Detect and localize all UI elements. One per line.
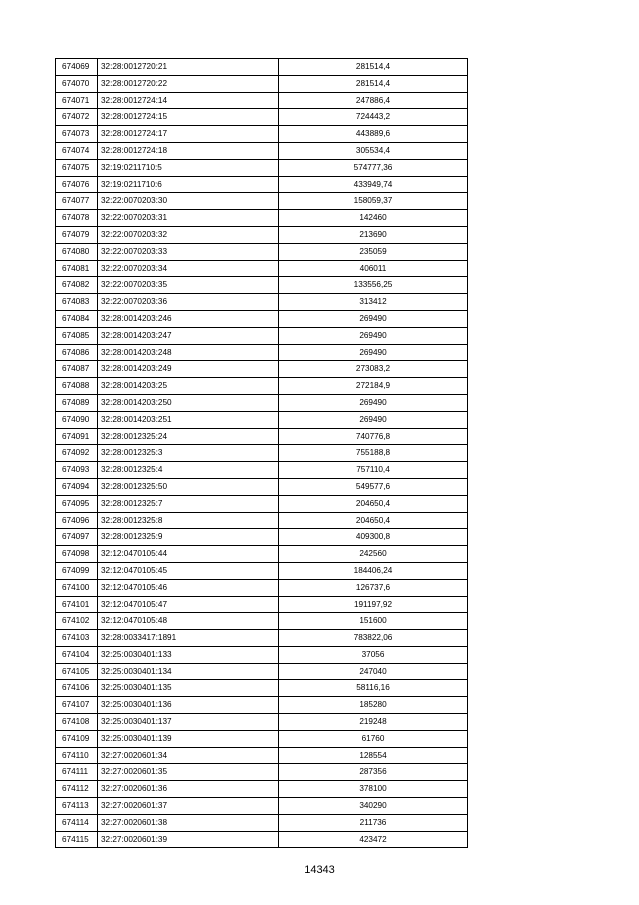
value-cell: 204650,4	[279, 512, 468, 529]
value-cell: 406011	[279, 260, 468, 277]
cadastral-number-cell: 32:12:0470105:47	[98, 596, 279, 613]
table-row	[56, 646, 468, 663]
table-row	[56, 546, 468, 563]
value-cell: 126737,6	[279, 579, 468, 596]
cadastral-number-cell: 32:28:0014203:251	[98, 411, 279, 428]
value-cell: 549577,6	[279, 478, 468, 495]
table-row	[56, 344, 468, 361]
cadastral-number-cell: 32:28:0012325:7	[98, 495, 279, 512]
table-row	[56, 394, 468, 411]
row-id-cell: 674098	[56, 546, 98, 563]
value-cell: 783822,06	[279, 630, 468, 647]
table-row	[56, 831, 468, 848]
table-row	[56, 798, 468, 815]
table-row	[56, 445, 468, 462]
cadastral-number-cell: 32:28:0012325:4	[98, 462, 279, 479]
table-row	[56, 579, 468, 596]
value-cell: 191197,92	[279, 596, 468, 613]
table-row	[56, 596, 468, 613]
row-id-cell: 674114	[56, 814, 98, 831]
value-cell: 305534,4	[279, 142, 468, 159]
row-id-cell: 674089	[56, 394, 98, 411]
value-cell: 755188,8	[279, 445, 468, 462]
cadastral-number-cell: 32:28:0012325:50	[98, 478, 279, 495]
table-row	[56, 529, 468, 546]
cadastral-number-cell: 32:22:0070203:36	[98, 294, 279, 311]
cadastral-number-cell: 32:27:0020601:37	[98, 798, 279, 815]
cadastral-number-cell: 32:22:0070203:32	[98, 226, 279, 243]
table-row	[56, 781, 468, 798]
value-cell: 272184,9	[279, 378, 468, 395]
value-cell: 313412	[279, 294, 468, 311]
table-row	[56, 260, 468, 277]
row-id-cell: 674074	[56, 142, 98, 159]
cadastral-number-cell: 32:27:0020601:36	[98, 781, 279, 798]
cadastral-number-cell: 32:28:0014203:247	[98, 327, 279, 344]
cadastral-number-cell: 32:28:0012720:22	[98, 75, 279, 92]
table-row	[56, 193, 468, 210]
value-cell: 724443,2	[279, 109, 468, 126]
table-row	[56, 714, 468, 731]
row-id-cell: 674112	[56, 781, 98, 798]
table-row	[56, 663, 468, 680]
row-id-cell: 674081	[56, 260, 98, 277]
value-cell: 378100	[279, 781, 468, 798]
table-row	[56, 361, 468, 378]
cadastral-number-cell: 32:28:0012325:3	[98, 445, 279, 462]
table-row	[56, 92, 468, 109]
table-row	[56, 411, 468, 428]
cadastral-number-cell: 32:22:0070203:30	[98, 193, 279, 210]
cadastral-number-cell: 32:28:0012724:18	[98, 142, 279, 159]
cadastral-number-cell: 32:25:0030401:137	[98, 714, 279, 731]
value-cell: 281514,4	[279, 59, 468, 76]
value-cell: 409300,8	[279, 529, 468, 546]
value-cell: 133556,25	[279, 277, 468, 294]
table-row	[56, 378, 468, 395]
table-row	[56, 478, 468, 495]
cadastral-number-cell: 32:12:0470105:48	[98, 613, 279, 630]
row-id-cell: 674094	[56, 478, 98, 495]
table-row	[56, 142, 468, 159]
row-id-cell: 674077	[56, 193, 98, 210]
value-cell: 273083,2	[279, 361, 468, 378]
table-row	[56, 730, 468, 747]
table-row	[56, 277, 468, 294]
page-number: 14343	[304, 864, 335, 876]
value-cell: 204650,4	[279, 495, 468, 512]
cadastral-number-cell: 32:28:0014203:248	[98, 344, 279, 361]
row-id-cell: 674085	[56, 327, 98, 344]
cadastral-number-cell: 32:28:0012325:24	[98, 428, 279, 445]
cadastral-number-cell: 32:27:0020601:38	[98, 814, 279, 831]
cadastral-number-cell: 32:25:0030401:139	[98, 730, 279, 747]
cadastral-number-cell: 32:25:0030401:135	[98, 680, 279, 697]
row-id-cell: 674097	[56, 529, 98, 546]
cadastral-number-cell: 32:27:0020601:39	[98, 831, 279, 848]
value-cell: 58116,16	[279, 680, 468, 697]
value-cell: 211736	[279, 814, 468, 831]
table-row	[56, 680, 468, 697]
row-id-cell: 674109	[56, 730, 98, 747]
value-cell: 269490	[279, 344, 468, 361]
row-id-cell: 674086	[56, 344, 98, 361]
value-cell: 247886,4	[279, 92, 468, 109]
table-row	[56, 294, 468, 311]
row-id-cell: 674079	[56, 226, 98, 243]
row-id-cell: 674110	[56, 747, 98, 764]
row-id-cell: 674088	[56, 378, 98, 395]
table-row	[56, 126, 468, 143]
cadastral-number-cell: 32:28:0012724:17	[98, 126, 279, 143]
cadastral-number-cell: 32:22:0070203:35	[98, 277, 279, 294]
value-cell: 433949,74	[279, 176, 468, 193]
row-id-cell: 674075	[56, 159, 98, 176]
row-id-cell: 674076	[56, 176, 98, 193]
cadastral-value-table	[55, 58, 468, 848]
row-id-cell: 674072	[56, 109, 98, 126]
row-id-cell: 674087	[56, 361, 98, 378]
value-cell: 219248	[279, 714, 468, 731]
row-id-cell: 674101	[56, 596, 98, 613]
value-cell: 235059	[279, 243, 468, 260]
value-cell: 757110,4	[279, 462, 468, 479]
cadastral-number-cell: 32:27:0020601:34	[98, 747, 279, 764]
cadastral-number-cell: 32:12:0470105:44	[98, 546, 279, 563]
value-cell: 269490	[279, 411, 468, 428]
cadastral-number-cell: 32:28:0012724:15	[98, 109, 279, 126]
cadastral-number-cell: 32:19:0211710:5	[98, 159, 279, 176]
cadastral-number-cell: 32:25:0030401:136	[98, 697, 279, 714]
table-row	[56, 814, 468, 831]
table-row	[56, 462, 468, 479]
row-id-cell: 674071	[56, 92, 98, 109]
table-row	[56, 226, 468, 243]
table-body	[56, 59, 468, 848]
value-cell: 423472	[279, 831, 468, 848]
value-cell: 269490	[279, 327, 468, 344]
cadastral-number-cell: 32:28:0014203:246	[98, 310, 279, 327]
value-cell: 281514,4	[279, 75, 468, 92]
table-row	[56, 630, 468, 647]
row-id-cell: 674070	[56, 75, 98, 92]
cadastral-number-cell: 32:28:0012325:9	[98, 529, 279, 546]
value-cell: 574777,36	[279, 159, 468, 176]
cadastral-number-cell: 32:28:0014203:249	[98, 361, 279, 378]
row-id-cell: 674104	[56, 646, 98, 663]
cadastral-number-cell: 32:25:0030401:134	[98, 663, 279, 680]
row-id-cell: 674107	[56, 697, 98, 714]
row-id-cell: 674090	[56, 411, 98, 428]
cadastral-number-cell: 32:28:0014203:250	[98, 394, 279, 411]
cadastral-number-cell: 32:12:0470105:46	[98, 579, 279, 596]
row-id-cell: 674096	[56, 512, 98, 529]
cadastral-number-cell: 32:22:0070203:33	[98, 243, 279, 260]
row-id-cell: 674099	[56, 562, 98, 579]
row-id-cell: 674093	[56, 462, 98, 479]
row-id-cell: 674080	[56, 243, 98, 260]
cadastral-number-cell: 32:22:0070203:34	[98, 260, 279, 277]
value-cell: 142460	[279, 210, 468, 227]
row-id-cell: 674078	[56, 210, 98, 227]
table-row	[56, 495, 468, 512]
table-row	[56, 176, 468, 193]
table-row	[56, 75, 468, 92]
row-id-cell: 674083	[56, 294, 98, 311]
value-cell: 340290	[279, 798, 468, 815]
cadastral-number-cell: 32:27:0020601:35	[98, 764, 279, 781]
table-row	[56, 310, 468, 327]
value-cell: 185280	[279, 697, 468, 714]
cadastral-number-cell: 32:28:0012724:14	[98, 92, 279, 109]
value-cell: 37056	[279, 646, 468, 663]
row-id-cell: 674100	[56, 579, 98, 596]
table-row	[56, 59, 468, 76]
row-id-cell: 674103	[56, 630, 98, 647]
table-row	[56, 243, 468, 260]
table-row	[56, 327, 468, 344]
table-row	[56, 697, 468, 714]
row-id-cell: 674113	[56, 798, 98, 815]
value-cell: 128554	[279, 747, 468, 764]
table-row	[56, 613, 468, 630]
row-id-cell: 674111	[56, 764, 98, 781]
row-id-cell: 674091	[56, 428, 98, 445]
value-cell: 151600	[279, 613, 468, 630]
row-id-cell: 674073	[56, 126, 98, 143]
value-cell: 269490	[279, 310, 468, 327]
cadastral-number-cell: 32:12:0470105:45	[98, 562, 279, 579]
value-cell: 740776,8	[279, 428, 468, 445]
cadastral-number-cell: 32:28:0014203:25	[98, 378, 279, 395]
table-row	[56, 428, 468, 445]
table-row	[56, 109, 468, 126]
value-cell: 213690	[279, 226, 468, 243]
row-id-cell: 674095	[56, 495, 98, 512]
row-id-cell: 674108	[56, 714, 98, 731]
cadastral-number-cell: 32:28:0012720:21	[98, 59, 279, 76]
row-id-cell: 674092	[56, 445, 98, 462]
cadastral-number-cell: 32:28:0012325:8	[98, 512, 279, 529]
row-id-cell: 674115	[56, 831, 98, 848]
table-row	[56, 159, 468, 176]
value-cell: 247040	[279, 663, 468, 680]
row-id-cell: 674102	[56, 613, 98, 630]
value-cell: 184406,24	[279, 562, 468, 579]
value-cell: 269490	[279, 394, 468, 411]
table-row	[56, 512, 468, 529]
row-id-cell: 674106	[56, 680, 98, 697]
cadastral-number-cell: 32:19:0211710:6	[98, 176, 279, 193]
row-id-cell: 674069	[56, 59, 98, 76]
table-row	[56, 562, 468, 579]
value-cell: 443889,6	[279, 126, 468, 143]
table-row	[56, 764, 468, 781]
value-cell: 242560	[279, 546, 468, 563]
table-row	[56, 210, 468, 227]
row-id-cell: 674105	[56, 663, 98, 680]
cadastral-number-cell: 32:28:0033417:1891	[98, 630, 279, 647]
row-id-cell: 674082	[56, 277, 98, 294]
table-row	[56, 747, 468, 764]
row-id-cell: 674084	[56, 310, 98, 327]
value-cell: 287356	[279, 764, 468, 781]
value-cell: 61760	[279, 730, 468, 747]
cadastral-number-cell: 32:25:0030401:133	[98, 646, 279, 663]
cadastral-number-cell: 32:22:0070203:31	[98, 210, 279, 227]
value-cell: 158059,37	[279, 193, 468, 210]
